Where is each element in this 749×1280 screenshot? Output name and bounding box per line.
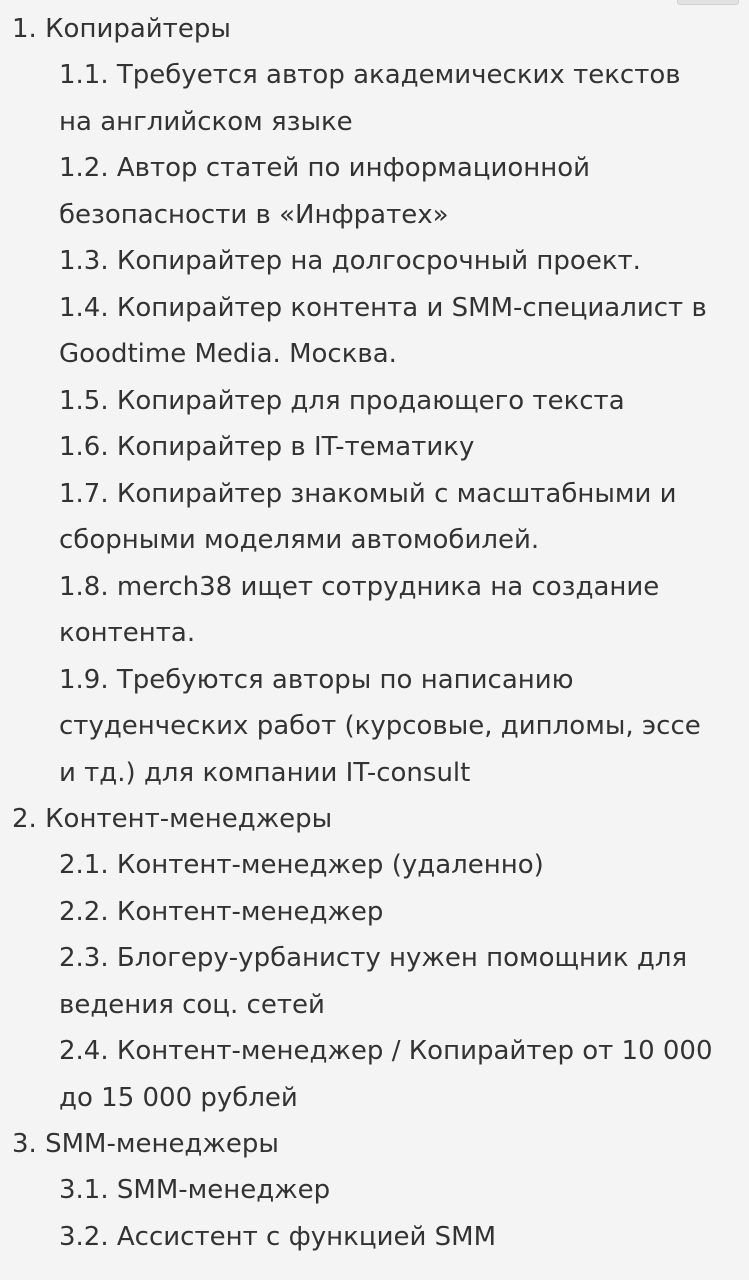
toc-subsection bbox=[59, 52, 749, 145]
toc-subsection-link[interactable] bbox=[59, 238, 719, 285]
toc-subsection-text: SMM-менеджер bbox=[116, 1175, 331, 1205]
toc-subsection-number: 1.6. bbox=[59, 432, 109, 462]
toc-subsection bbox=[59, 1028, 749, 1121]
toc-subsection-text: Блогеру-урбанисту нужен помощник для ведения соц. сетей bbox=[59, 943, 688, 1020]
toc-subsection bbox=[59, 842, 749, 889]
toc-section bbox=[12, 796, 749, 1121]
toc-subsection-number: 1.5. bbox=[59, 385, 109, 416]
toc-subsection-text: Копирайтер знакомый с масштабными и сборными моделями автомобилей. bbox=[59, 478, 677, 555]
toc-subsection-number: 2.4. bbox=[59, 1036, 109, 1066]
toc-subsection-list bbox=[12, 52, 749, 796]
toc-section-number: 2. bbox=[12, 804, 37, 834]
toc-section bbox=[12, 1121, 749, 1260]
toc-subsection-link[interactable] bbox=[59, 145, 719, 238]
toc-subsection-number: 2.1. bbox=[59, 850, 109, 880]
toc-section-link[interactable] bbox=[12, 796, 749, 842]
toc-section-link[interactable] bbox=[12, 6, 749, 52]
toc-subsection bbox=[59, 564, 749, 657]
toc-subsection-text: Контент-менеджер bbox=[116, 896, 384, 927]
toc-subsection-number: 1.8. bbox=[59, 571, 109, 602]
toc-subsection bbox=[59, 471, 749, 564]
toc-section-number: 1. bbox=[12, 14, 37, 44]
toc-subsection-text: merch38 ищет сотрудника на создание контента. bbox=[59, 571, 660, 648]
toc-subsection-link[interactable] bbox=[59, 285, 719, 378]
toc-subsection-number: 1.9. bbox=[59, 664, 109, 695]
toc-subsection-number: 1.7. bbox=[59, 478, 109, 509]
toc-section-title: SMM-менеджеры bbox=[45, 1129, 279, 1159]
toc-section-link[interactable] bbox=[12, 1121, 749, 1167]
toc-subsection-number: 1.1. bbox=[59, 60, 109, 90]
toc-subsection-link[interactable] bbox=[59, 842, 719, 889]
toc-subsection-number: 1.2. bbox=[59, 153, 109, 183]
toc-subsection-text: Требуются авторы по написанию студенческих работ (курсовые, дипломы, эссе и тд.) для компании IT-consult bbox=[59, 664, 701, 788]
toc-subsection bbox=[59, 1214, 749, 1261]
toc-subsection-list bbox=[12, 1167, 749, 1260]
toc-subsection-link[interactable] bbox=[59, 1028, 719, 1121]
toc-subsection-number: 3.2. bbox=[59, 1221, 109, 1252]
toc-section bbox=[12, 6, 749, 796]
toc-subsection bbox=[59, 889, 749, 936]
toc-subsection-link[interactable] bbox=[59, 1214, 719, 1261]
toc-subsection-text: Ассистент с функцией SMM bbox=[116, 1221, 497, 1252]
toc-subsection-link[interactable] bbox=[59, 424, 719, 471]
toc-subsection-list bbox=[12, 842, 749, 1121]
toc-subsection-text: Требуется автор академических текстов на английском языке bbox=[59, 60, 681, 137]
toc-subsection-link[interactable] bbox=[59, 657, 719, 797]
toc-subsection bbox=[59, 145, 749, 238]
toc-subsection-number: 1.3. bbox=[59, 246, 109, 276]
toc-section-title: Контент-менеджеры bbox=[45, 804, 333, 834]
toc-subsection bbox=[59, 935, 749, 1028]
toc-subsection-link[interactable] bbox=[59, 935, 719, 1028]
toc-subsection bbox=[59, 238, 749, 285]
toc-section-number: 3. bbox=[12, 1129, 37, 1159]
toc-subsection bbox=[59, 657, 749, 797]
toc-subsection-text: Копирайтер для продающего текста bbox=[116, 385, 625, 416]
toc-subsection-link[interactable] bbox=[59, 889, 719, 936]
toc-subsection-text: Копирайтер в IT-тематику bbox=[116, 432, 475, 462]
toc-subsection bbox=[59, 1167, 749, 1214]
toc-subsection-number: 3.1. bbox=[59, 1175, 109, 1205]
toc-subsection-number: 2.2. bbox=[59, 896, 109, 927]
toc-subsection-text: Контент-менеджер (удаленно) bbox=[116, 850, 544, 880]
toc-subsection-link[interactable] bbox=[59, 52, 719, 145]
toc-subsection-link[interactable] bbox=[59, 564, 719, 657]
toc-subsection-link[interactable] bbox=[59, 378, 719, 425]
toc-section-title: Копирайтеры bbox=[45, 14, 231, 44]
toc-subsection-text: Копирайтер на долгосрочный проект. bbox=[116, 246, 641, 276]
toc-subsection bbox=[59, 285, 749, 378]
toc-subsection-link[interactable] bbox=[59, 1167, 719, 1214]
toc-subsection-link[interactable] bbox=[59, 471, 719, 564]
toc-subsection-number: 1.4. bbox=[59, 292, 109, 323]
toc-subsection-number: 2.3. bbox=[59, 943, 109, 973]
toc-subsection-text: Копирайтер контента и SMM-специалист в Goodtime Media. Москва. bbox=[59, 292, 707, 369]
toc-subsection bbox=[59, 378, 749, 425]
toc-subsection bbox=[59, 424, 749, 471]
toc-subsection-text: Автор статей по информационной безопасности в «Инфратех» bbox=[59, 153, 591, 230]
top-tab-handle bbox=[677, 0, 739, 5]
toc-subsection-text: Контент-менеджер / Копирайтер от 10 000 до 15 000 рублей bbox=[59, 1036, 713, 1113]
